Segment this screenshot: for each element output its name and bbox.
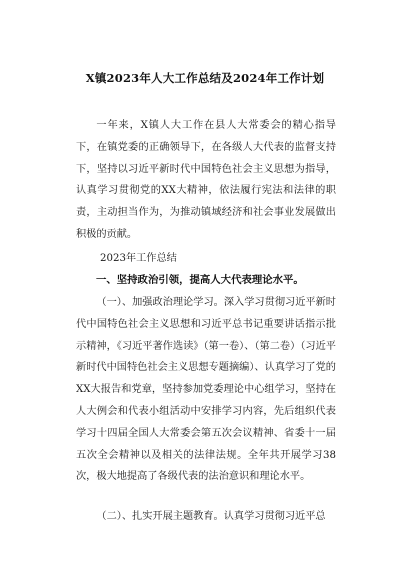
- intro-paragraph: 一年来，X镇人大工作在县人大常委会的精心指导下，在镇党委的正确领导下，在各级人大代表的监督支持下，坚持以习近平新时代中国特色社会主义思想为指导，认真学习贯彻党的XX大精神，依法履行宪法和法律的职责，主动担当作为，为推动镇域经济和社会事业发展做出积极的贡献。: [76, 120, 336, 240]
- subsection-paragraph-1: （一）、加强政治理论学习。深入学习贯彻习近平新时代中国特色社会主义思想和习近平总书记重要讲话指示批示精神，《习近平著作选读》（第一卷）、（第二卷）（习近平新时代中国特色社会主义思想专题摘编）、认真学习了党的XX大报告和党章，坚持参加党委理论中心组学习，坚持在人大例会和代表小组活动中安排学习内容，先后组织代表学习十四届全国人大常委会第五次会议精神、省委十一届五次全会精神以及相关的法律法规。全年共开展学习38次，极大地提高了各级代表的法治意识和理论水平。: [76, 297, 336, 483]
- section-label: 2023年工作总结: [100, 253, 177, 264]
- section-heading-1: 一、坚持政治引领，提高人大代表理论水平。: [96, 274, 304, 286]
- subsection-paragraph-2: （二）、扎实开展主题教育。认真学习贯彻习近平总: [96, 511, 326, 522]
- document-title: X镇2023年人大工作总结及2024年工作计划: [85, 71, 325, 85]
